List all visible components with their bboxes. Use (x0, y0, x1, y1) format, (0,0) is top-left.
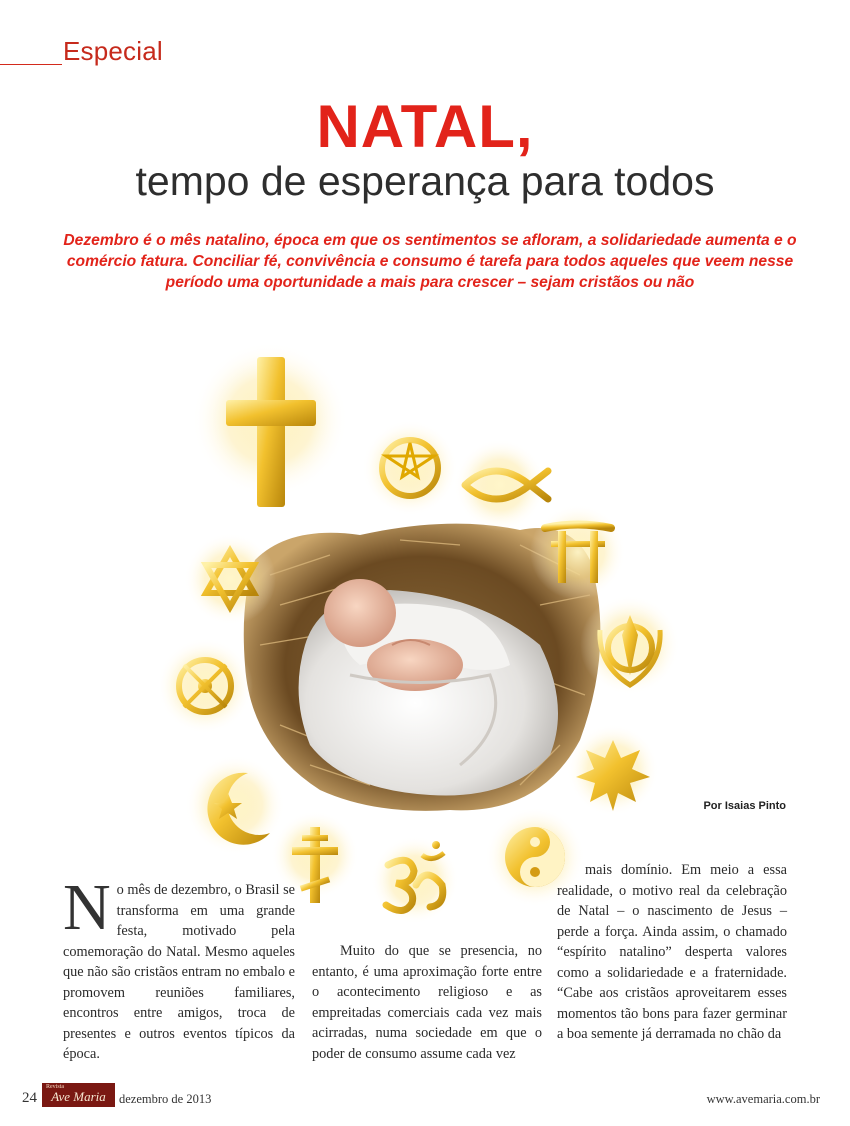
byline: Por Isaias Pinto (703, 800, 786, 812)
article-subtitle: tempo de esperança para todos (135, 158, 715, 204)
pentacle-icon (362, 420, 458, 516)
body-text-2: Muito do que se presencia, no entanto, é uma aproximação forte entre o acontecimento religioso e as empreitadas comerciais cada vez mais acirradas, numa sociedade em que o poder de consumo assume cada vez (312, 943, 542, 1062)
body-column-1 (63, 871, 295, 1065)
article-title: NATAL, (316, 93, 534, 160)
om-icon (371, 836, 459, 924)
body-text-1: o mês de dezembro, o Brasil se transforma em uma grande festa, motivado pela comemoração do Natal. Mesmo aqueles que não são cristãos entram no embalo e promovem reuniões familiares, encontros entre amigos, troca de presentes e outros eventos típicos da época. (63, 882, 295, 1062)
issue-date: dezembro de 2013 (119, 1092, 212, 1106)
page-number: 24 (22, 1090, 37, 1106)
religious-symbols-nativity-image (160, 345, 690, 925)
section-label: Especial (63, 36, 163, 66)
torii-gate-icon (530, 504, 626, 600)
website-url: www.avemaria.com.br (706, 1092, 820, 1106)
page-footer (0, 1084, 850, 1110)
body-column-2 (312, 941, 542, 1064)
magazine-logo (42, 1083, 115, 1107)
body-text-3: mais domínio. Em meio a essa realidade, o motivo real da celebração de Natal – o nascimento de Jesus – perde a força. Ainda assim, o chamado “espírito natalino” desperta valores como a solidariedade e a fraternidade. “Cabe aos cristãos aproveitarem esses momentos tão bons para fazer germinar a boa semente já derramada no chão da (557, 862, 787, 1042)
ichthys-fish-icon (454, 439, 548, 531)
latin-cross-icon (192, 345, 348, 507)
logo-small-text: Revista (46, 1084, 64, 1090)
body-column-3 (557, 860, 787, 1045)
bahai-star-icon (567, 724, 659, 816)
khanda-icon (580, 595, 680, 695)
drop-cap: N (63, 871, 111, 944)
star-of-david-icon (184, 533, 276, 625)
article-lead: Dezembro é o mês natalino, época em que os sentimentos se afloram, a solidariedade aumenta e o comércio fatura. Conciliar fé, convivência e consumo é tarefa para todos aqueles que veem nesse período uma oportunidade a mais para crescer – sejam cristãos ou não (63, 232, 797, 291)
star-and-crescent-icon (185, 755, 285, 855)
dharma-wheel-icon (160, 638, 253, 734)
section-rule (0, 64, 62, 65)
logo-text: Ave Maria (51, 1089, 106, 1104)
